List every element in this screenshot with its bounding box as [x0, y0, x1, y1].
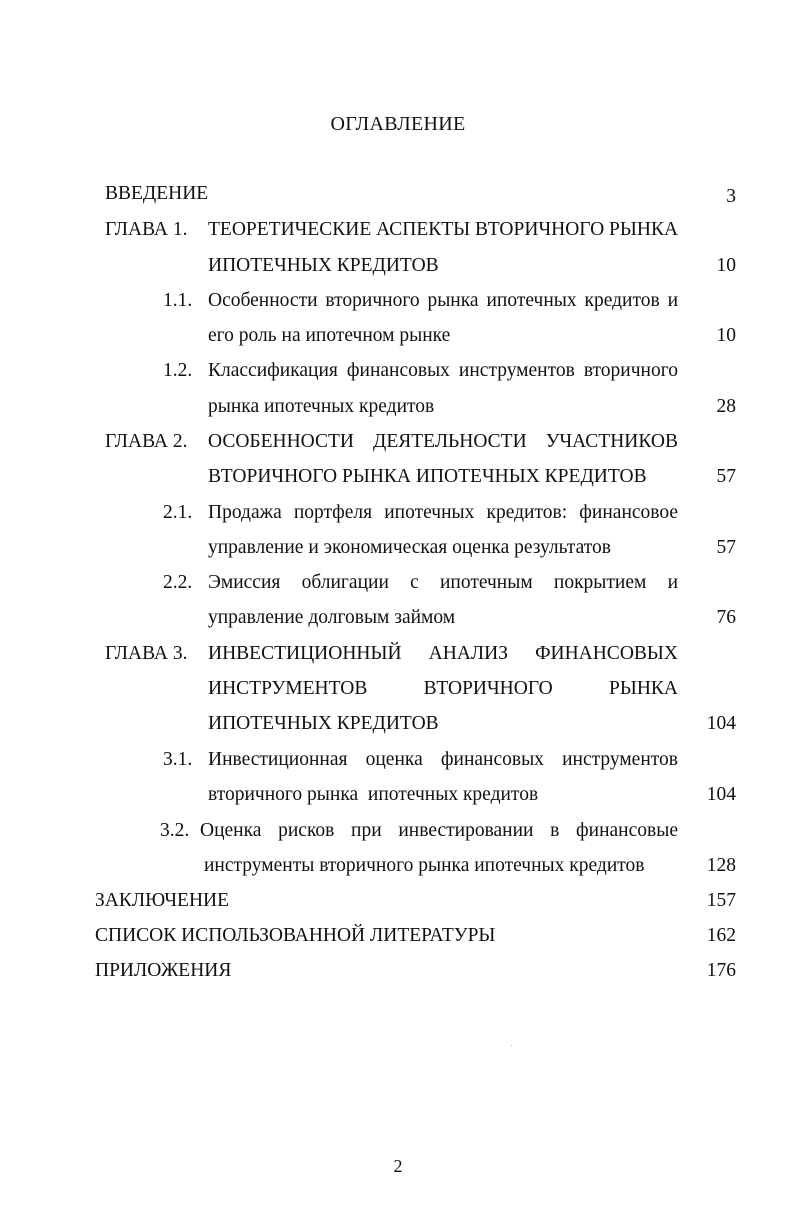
toc-chapter-2-title-line-2: ВТОРИЧНОГО РЫНКА ИПОТЕЧНЫХ КРЕДИТОВ: [208, 466, 647, 487]
toc-chapter-2-title-line-1: ОСОБЕННОСТИ ДЕЯТЕЛЬНОСТИ УЧАСТНИКОВ: [208, 431, 678, 452]
page-title: ОГЛАВЛЕНИЕ: [330, 113, 466, 135]
toc-intro-title: ВВЕДЕНИЕ: [105, 183, 209, 204]
toc-chapter-3-label: ГЛАВА 3.: [105, 643, 188, 664]
toc-section-2-1-title-line-1: Продажа портфеля ипотечных кредитов: финансовое: [208, 502, 678, 523]
toc-chapter-3-page: 104: [706, 713, 736, 734]
toc-chapter-1-page: 10: [716, 255, 736, 276]
toc-appendices-page: 176: [706, 960, 736, 981]
toc-appendices-title: ПРИЛОЖЕНИЯ: [95, 960, 232, 981]
toc-chapter-1-title-line-2: ИПОТЕЧНЫХ КРЕДИТОВ: [208, 255, 439, 276]
toc-intro-page: 3: [726, 186, 736, 207]
toc-section-3-1-label: 3.1.: [163, 749, 193, 770]
toc-section-1-1-page: 10: [716, 325, 736, 346]
toc-section-3-2-title-line-2: инструменты вторичного рынка ипотечных кредитов: [204, 855, 645, 876]
toc-chapter-3-title-line-1: ИНВЕСТИЦИОННЫЙ АНАЛИЗ ФИНАНСОВЫХ: [208, 643, 678, 664]
scan-speck: [511, 1045, 512, 1046]
toc-chapter-3-title-line-2: ИНСТРУМЕНТОВ ВТОРИЧНОГО РЫНКА: [208, 678, 678, 699]
toc-section-1-1-label: 1.1.: [163, 290, 193, 311]
toc-chapter-1-title-line-1: ТЕОРЕТИЧЕСКИЕ АСПЕКТЫ ВТОРИЧНОГО РЫНКА: [208, 219, 679, 240]
toc-section-3-2-title-line-1: Оценка рисков при инвестировании в финансовые: [200, 820, 678, 841]
toc-section-1-2-title-line-2: рынка ипотечных кредитов: [208, 396, 435, 417]
toc-bibliography-page: 162: [706, 925, 736, 946]
toc-chapter-2-page: 57: [716, 466, 736, 487]
toc-section-3-2-page: 128: [706, 855, 736, 876]
toc-section-2-1-title-line-2: управление и экономическая оценка результатов: [208, 537, 611, 558]
toc-section-3-1-title-line-2: вторичного рынка ипотечных кредитов: [208, 784, 539, 805]
toc-section-1-2-page: 28: [716, 396, 736, 417]
toc-section-2-1-label: 2.1.: [163, 502, 193, 523]
toc-chapter-2-label: ГЛАВА 2.: [105, 431, 188, 452]
toc-section-3-1-title-line-1: Инвестиционная оценка финансовых инструментов: [208, 749, 678, 770]
toc-conclusion-title: ЗАКЛЮЧЕНИЕ: [95, 890, 230, 911]
toc-section-2-1-page: 57: [716, 537, 736, 558]
toc-conclusion-page: 157: [706, 890, 736, 911]
toc-section-2-2-page: 76: [716, 607, 736, 628]
toc-section-3-1-page: 104: [706, 784, 736, 805]
toc-section-1-1-title-line-2: его роль на ипотечном рынке: [208, 325, 451, 346]
toc-section-2-2-title-line-1: Эмиссия облигации с ипотечным покрытием и: [208, 572, 678, 593]
toc-section-1-1-title-line-1: Особенности вторичного рынка ипотечных кредитов и: [208, 290, 678, 311]
toc-section-1-2-label: 1.2.: [163, 360, 193, 381]
toc-chapter-3-title-line-3: ИПОТЕЧНЫХ КРЕДИТОВ: [208, 713, 439, 734]
toc-section-2-2-title-line-2: управление долговым займом: [208, 607, 456, 628]
toc-section-1-2-title-line-1: Классификация финансовых инструментов вторичного: [208, 360, 678, 381]
toc-bibliography-title: СПИСОК ИСПОЛЬЗОВАННОЙ ЛИТЕРАТУРЫ: [95, 925, 496, 946]
toc-section-2-2-label: 2.2.: [163, 572, 193, 593]
toc-chapter-1-label: ГЛАВА 1.: [105, 219, 188, 240]
page-number: 2: [393, 1156, 403, 1176]
toc-section-3-2-label: 3.2.: [160, 820, 190, 841]
